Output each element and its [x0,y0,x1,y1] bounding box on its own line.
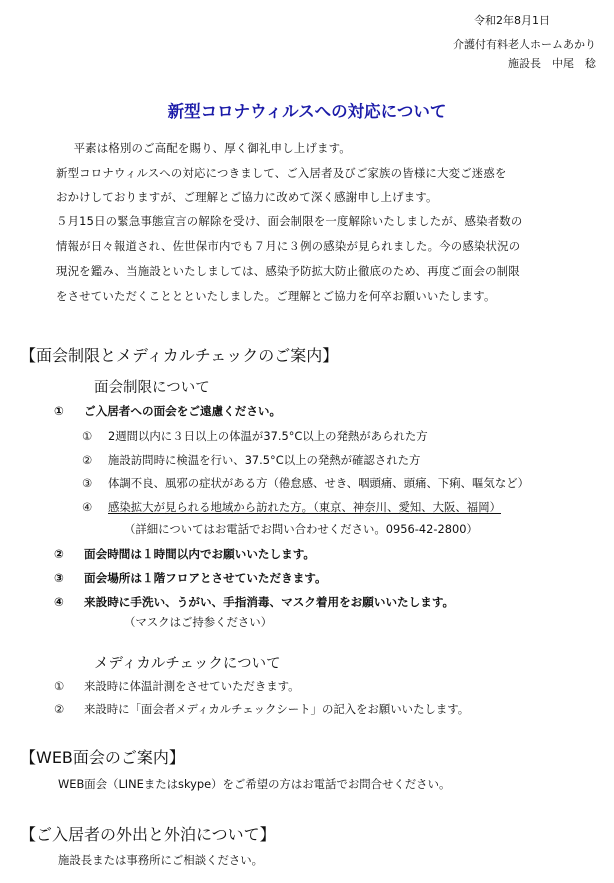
medical-text: 来設時に体温計測をさせていただきます。 [84,679,300,693]
condition-number: ③ [82,476,93,490]
condition-text: 感染拡大が見られる地域から訪れた方。（東京、神奈川、愛知、大阪、福岡） [108,500,501,514]
intro-line: をさせていただくこととといたしました。ご理解とご協力を何卒お願いいたします。 [56,289,496,303]
rule-text: 面会場所は１階フロアとさせていただきます。 [84,571,327,585]
condition-text: 施設訪問時に検温を行い、37.5°C以上の発熱が確認された方 [108,453,421,467]
rule-item-1 [54,403,281,419]
medical-number: ① [54,679,65,693]
rule-item-2 [54,546,315,562]
rule-number: ④ [54,595,64,609]
rule-number: ③ [54,571,64,585]
mask-note: （マスクはご持参ください） [124,615,273,629]
medical-number: ② [54,702,65,716]
rule-text: 面会時間は１時間以内でお願いいたします。 [84,547,315,561]
intro-line: おかけしておりますが、ご理解とご協力に改めて深く感謝申し上げます。 [56,190,438,204]
rule-number: ② [54,547,64,561]
condition-number: ① [82,429,93,443]
intro-line: 現況を鑑み、当施設といたしましては、感染予防拡大防止徹底のため、再度ご面会の制限 [56,264,520,278]
web-visit-text: WEB面会（LINEまたはskype）をご希望の方はお電話でお問合せください。 [58,777,451,791]
condition-item-2 [82,452,420,468]
condition-item-1 [82,428,428,444]
medical-item-1 [54,678,300,694]
subheading-medical-check: メディカルチェックについて [94,656,281,672]
condition-item-3 [82,475,529,491]
rule-text: ご入居者への面会をご遠慮ください。 [84,404,282,418]
page-title: 新型コロナウィルスへの対応について [167,102,447,121]
condition-text: 体調不良、風邪の症状がある方（倦怠感、せき、咽頭痛、頭痛、下痢、嘔気など） [108,476,529,490]
subheading-visit-restriction: 面会制限について [94,380,210,396]
signer-name: 施設長 中尾 稔 [508,57,596,70]
outing-text: 施設長または事務所にご相談ください。 [58,853,264,867]
intro-line: 情報が日々報道され、佐世保市内でも７月に３例の感染が見られました。今の感染状況の [56,239,521,253]
section-heading-outing: 【ご入居者の外出と外泊について】 [20,825,276,844]
intro-line: 平素は格別のご高配を賜り、厚く御礼申し上げます。 [62,141,351,155]
section-heading-web-visit: 【WEB面会のご案内】 [20,748,185,767]
medical-item-2 [54,701,469,717]
condition-item-4 [82,499,501,515]
facility-name: 介護付有料老人ホームあかり [453,38,596,51]
rule-item-3 [54,570,327,586]
condition-text: 2週間以内に３日以上の体温が37.5°C以上の発熱があられた方 [108,429,428,443]
intro-line: ５月15日の緊急事態宣言の解除を受け、面会制限を一度解除いたしましたが、感染者数の [56,214,523,228]
document-date: 令和2年8月1日 [474,14,550,27]
rule-text: 来設時に手洗い、うがい、手指消毒、マスク着用をお願いいたします。 [84,595,455,609]
rule-item-4 [54,594,454,610]
intro-line: 新型コロナウィルスへの対応につきまして、ご入居者及びご家族の皆様に大変ご迷惑を [56,166,507,180]
section-heading-visit-restriction: 【面会制限とメディカルチェックのご案内】 [20,346,339,365]
medical-text: 来設時に「面会者メディカルチェックシート」の記入をお願いいたします。 [84,702,470,716]
condition-number: ④ [82,500,93,514]
rule-number: ① [54,404,64,418]
contact-note: （詳細についてはお電話でお問い合わせください。0956-42-2800） [124,522,478,536]
condition-number: ② [82,453,93,467]
